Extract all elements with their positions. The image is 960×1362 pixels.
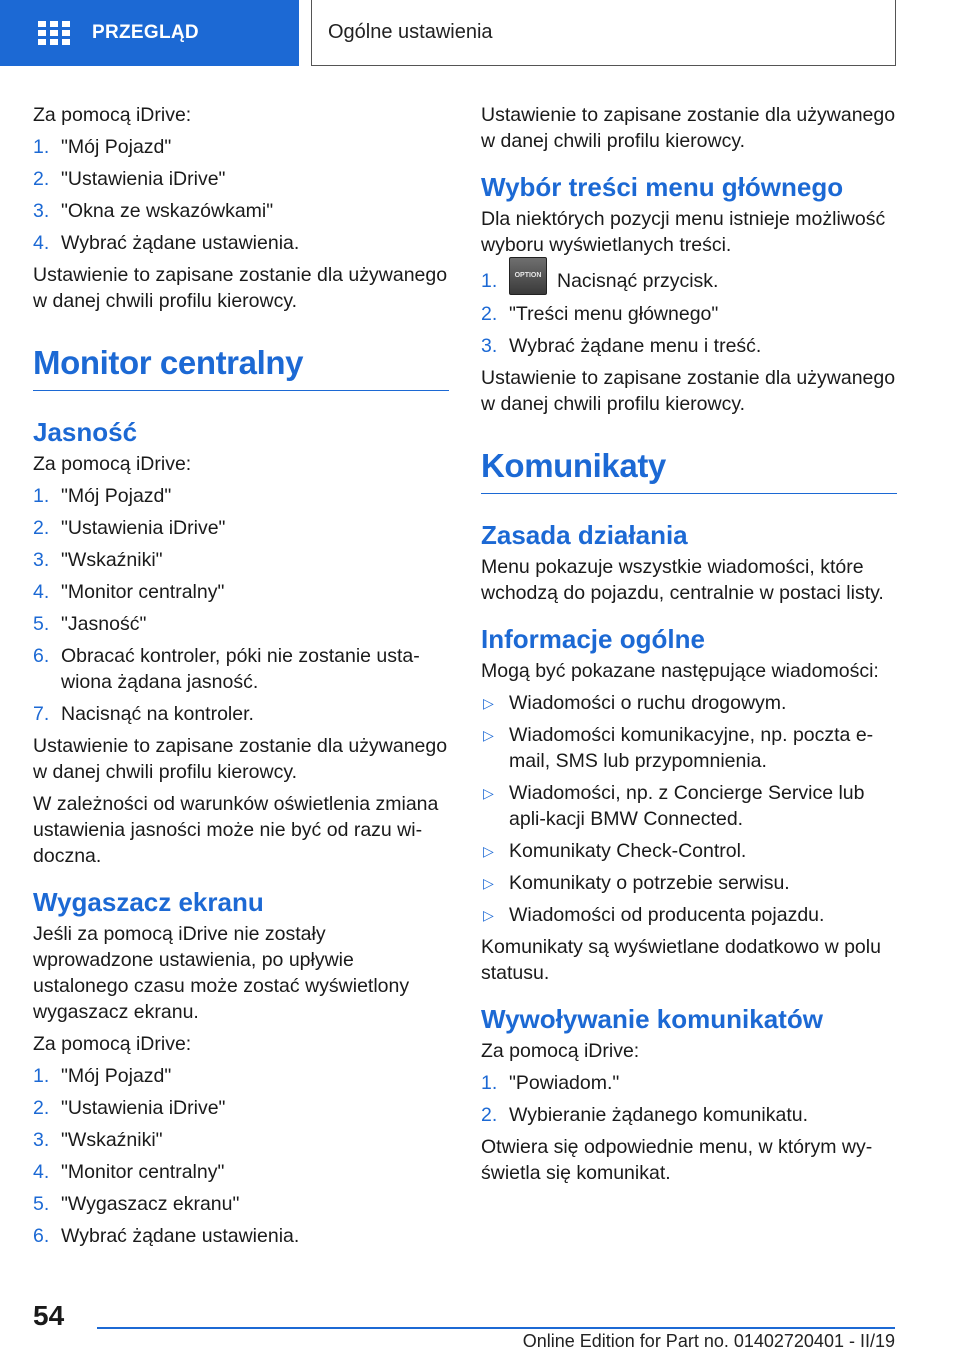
list-item: ▷ Wiadomości komunikacyjne, np. poczta e-mail, SMS lub przypomnienia. <box>483 723 874 772</box>
list-item: ▷ Wiadomości, np. z Concierge Service lub apli-kacji BMW Connected. <box>483 781 865 830</box>
list-item: 1. "Powiadom." <box>481 1071 620 1094</box>
principle-description: Menu pokazuje wszystkie wiadomości, które wchodzą do pojazdu, centralnie w postaci listy. <box>481 555 884 604</box>
list-item: 3. "Wskaźniki" <box>33 549 163 571</box>
list-item: 2. "Treści menu głównego" <box>481 302 719 325</box>
steps-list-hints <box>33 134 449 256</box>
chapter-title-messages: Komunikaty <box>481 447 897 494</box>
steps-list-calling <box>481 1070 897 1128</box>
section-heading-calling-messages: Wywoływanie komunikatów <box>481 1003 823 1034</box>
list-item: 3. "Wskaźniki" <box>33 1129 163 1151</box>
list-item: 6. Obracać kontroler, póki nie zostanie usta-wiona żądana jasność. <box>33 645 420 693</box>
saved-note: Ustawienie to zapisane zostanie dla używanego w danej chwili profilu kierowcy. <box>481 366 896 415</box>
saved-note: Ustawienie to zapisane zostanie dla używanego w danej chwili profilu kierowcy. <box>481 104 896 152</box>
list-item: 1. OPTION Nacisnąć przycisk. <box>481 268 897 295</box>
idrive-intro: Za pomocą iDrive: <box>33 104 192 126</box>
list-item: 1. "Mój Pojazd" <box>33 485 172 507</box>
main-menu-description: Dla niektórych pozycji menu istnieje możliwość wyboru wyświetlanych treści. <box>481 208 886 256</box>
page-number: 54 <box>33 1300 65 1331</box>
section-title: Ogólne ustawienia <box>311 0 896 66</box>
calling-note: Otwiera się odpowiednie menu, w którym wy-świetla się komunikat. <box>481 1135 873 1184</box>
list-item: 5. "Wygaszacz ekranu" <box>33 1193 240 1215</box>
list-item: 4. "Monitor centralny" <box>33 1161 225 1183</box>
triangle-bullet-icon: ▷ <box>483 874 494 891</box>
saved-note: Ustawienie to zapisane zostanie dla używanego w danej chwili profilu kierowcy. <box>33 735 448 783</box>
triangle-bullet-icon: ▷ <box>483 726 494 743</box>
general-intro: Mogą być pokazane następujące wiadomości: <box>481 659 879 682</box>
list-item: 2. Wybieranie żądanego komunikatu. <box>481 1103 809 1126</box>
overview-tab[interactable] <box>0 0 299 66</box>
overview-tab-label: PRZEGLĄD <box>92 22 199 43</box>
list-item: 2. "Ustawienia iDrive" <box>33 517 226 539</box>
list-item: 1. "Mój Pojazd" <box>33 1065 172 1087</box>
message-types-list <box>481 690 897 928</box>
list-item: 2. "Ustawienia iDrive" <box>33 168 226 190</box>
list-item: 6. Wybrać żądane ustawienia. <box>33 1225 300 1247</box>
list-item: 1. "Mój Pojazd" <box>33 136 172 158</box>
triangle-bullet-icon: ▷ <box>483 694 494 711</box>
triangle-bullet-icon: ▷ <box>483 906 494 923</box>
option-button-icon: OPTION <box>509 257 547 295</box>
screensaver-description: Jeśli za pomocą iDrive nie zostały wprowadzone ustawienia, po upływie ustalonego czasu może zostać wyświetlony wygaszacz ekranu. <box>33 923 410 1023</box>
steps-list-screensaver <box>33 1063 449 1249</box>
list-item: 3. "Okna ze wskazówkami" <box>33 200 274 222</box>
page-header <box>0 0 960 66</box>
edition-footer: Online Edition for Part no. 01402720401 - II/19 <box>522 1331 895 1351</box>
idrive-intro: Za pomocą iDrive: <box>481 1039 640 1062</box>
chapter-title-central-monitor: Monitor centralny <box>33 344 449 391</box>
section-heading-brightness: Jasność <box>33 417 138 447</box>
triangle-bullet-icon: ▷ <box>483 784 494 801</box>
saved-note: Ustawienie to zapisane zostanie dla używanego w danej chwili profilu kierowcy. <box>33 264 448 312</box>
list-item: ▷ Komunikaty Check-Control. <box>483 839 747 862</box>
idrive-intro: Za pomocą iDrive: <box>33 1033 192 1055</box>
list-item: 2. "Ustawienia iDrive" <box>33 1097 226 1119</box>
section-heading-screensaver: Wygaszacz ekranu <box>33 887 264 917</box>
list-item: ▷ Komunikaty o potrzebie serwisu. <box>483 871 790 894</box>
idrive-intro: Za pomocą iDrive: <box>33 453 192 475</box>
list-item: 4. Wybrać żądane ustawienia. <box>33 232 300 254</box>
list-item: 3. Wybrać żądane menu i treść. <box>481 334 762 357</box>
list-item: ▷ Wiadomości o ruchu drogowym. <box>483 691 787 714</box>
status-note: Komunikaty są wyświetlane dodatkowo w polu statusu. <box>481 935 881 984</box>
footer-divider <box>97 1327 895 1329</box>
brightness-note: W zależności od warunków oświetlenia zmiana ustawienia jasności może nie być od razu wi-doczna. <box>33 793 439 867</box>
steps-list-brightness <box>33 483 449 727</box>
list-item: ▷ Wiadomości od producenta pojazdu. <box>483 903 825 926</box>
right-column <box>481 102 897 1192</box>
list-item: 7. Nacisnąć na kontroler. <box>33 703 254 725</box>
left-column <box>33 102 449 1255</box>
steps-list-main-menu <box>481 268 897 359</box>
section-heading-general-info: Informacje ogólne <box>481 623 705 654</box>
section-heading-main-menu: Wybór treści menu głównego <box>481 172 844 202</box>
list-item: 4. "Monitor centralny" <box>33 581 225 603</box>
triangle-bullet-icon: ▷ <box>483 842 494 859</box>
grid-menu-icon <box>38 21 70 45</box>
section-heading-principle: Zasada działania <box>481 519 688 550</box>
list-item: 5. "Jasność" <box>33 613 147 635</box>
